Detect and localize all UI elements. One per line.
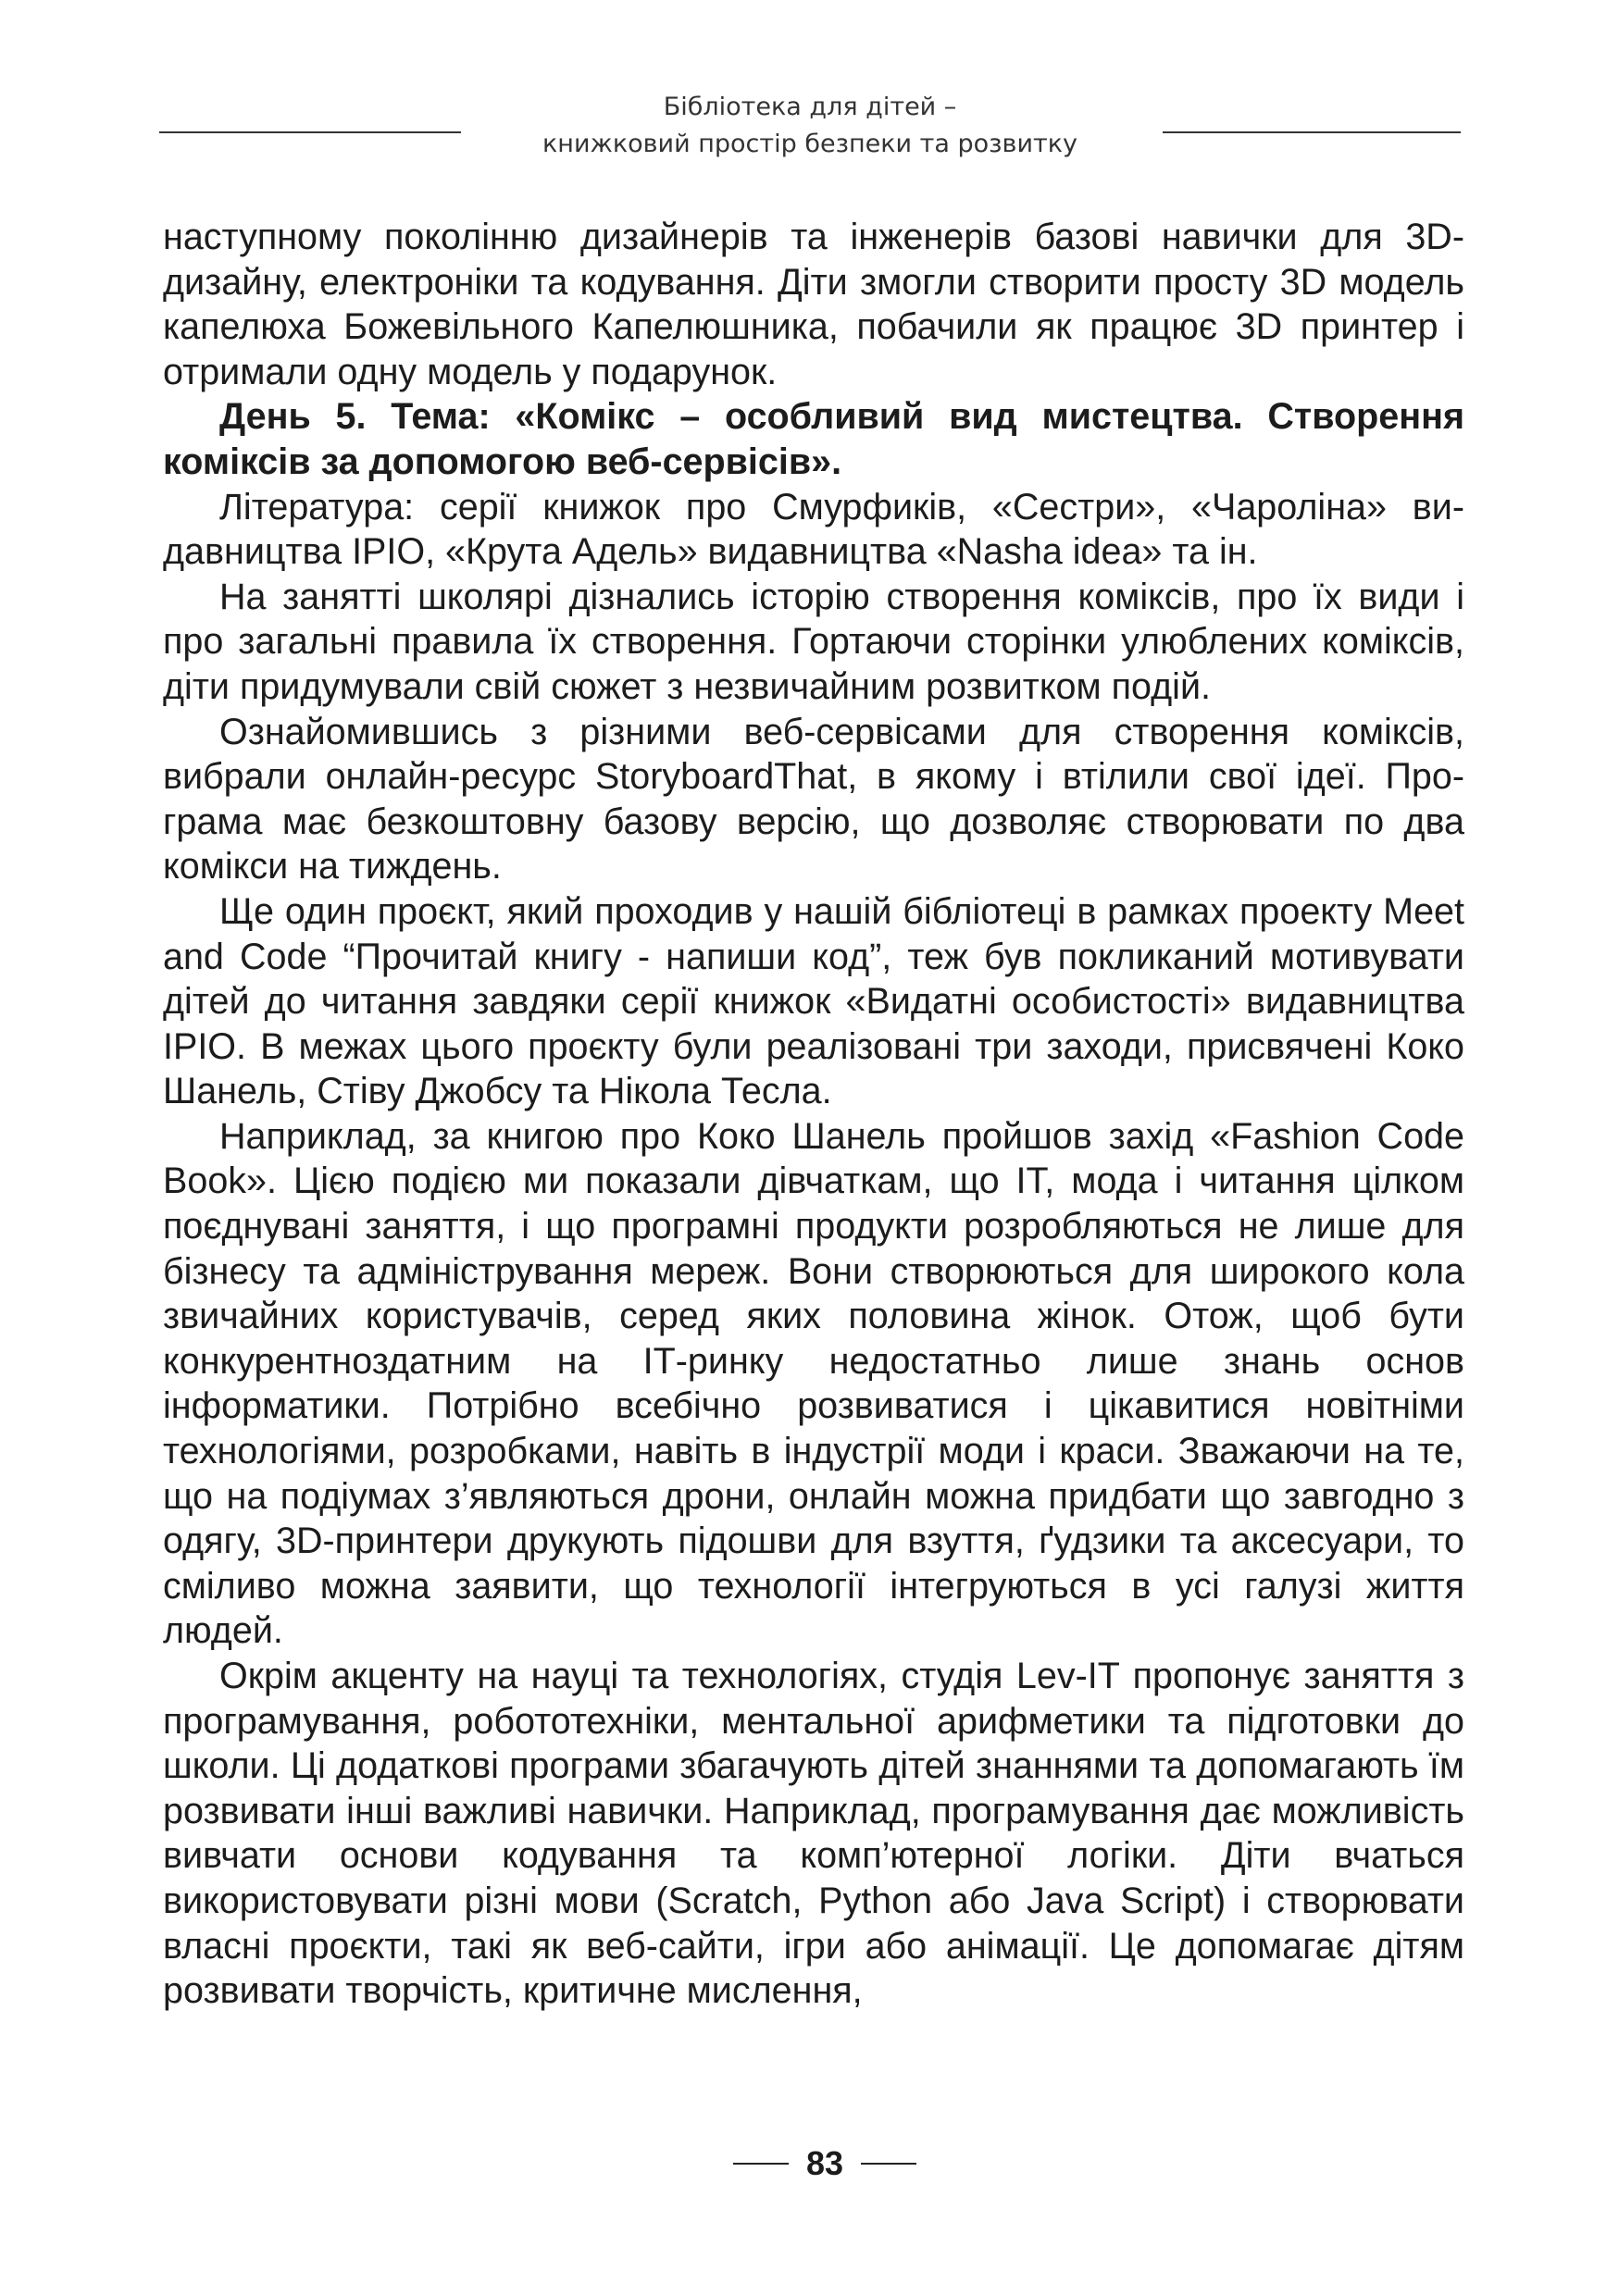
paragraph-literature: Література: серії книжок про Смурфиків, «Сестри», «Чароліна» видавництва ІРІО, «Крута Адель» видавництва «Nasha idea» та ін. [163,486,1464,573]
paragraph-lesson: На занятті школярі дізнались історію створення коміксів, про їх види і про загальні правила їх створення. Гортаючи сторінки улюблених коміксів, діти придумували свій сюжет з незвичайним розвитком подій. [163,576,1464,707]
header-title [481,89,1139,163]
page-body [163,215,1464,2014]
footer-rule-right [861,2163,916,2165]
paragraph-fashion-code-book: Наприклад, за книгою про Коко Шанель пройшов захід «Fashion Code Book». Цією подією ми показали дівчаткам, що ІТ, мода і читання цілком поєднувані заняття, і що програмні продукти розробляються не лише для бізнесу та адміністрування мереж. Вони створюються для широкого кола звичайних користувачів, серед яких половина жінок. Отож, щоб бути конкурентноздатним на ІТ-ринку недостатньо лише знань основ інформатики. Потрібно всебічно розвиватися і цікавитися новітніми технологіями, розробками, навіть в індустрії моди і краси. Зважаючи на те, що на подіумах з’являються дрони, онлайн можна придбати що завгодно з одягу, 3D-принтери друкують підошви для взуття, ґудзики та аксесуари, то сміливо можна заявити, що технології інтегруються в усі галузі життя людей. [163,1115,1464,1652]
paragraph-meet-and-code: Ще один проєкт, який проходив у нашій бібліотеці в рамках проекту Meet and Code “Прочитай книгу - напиши код”, теж був покликаний мотивувати дітей до читання завдяки серії книжок «Видатні особистості» видавництва ІРІО. В межах цього проєкту були реалізовані три заходи, присвячені Коко Шанель, Стіву Джобсу та Нікола Тесла. [163,890,1464,1112]
running-header [0,89,1619,172]
header-rule-right [1163,131,1461,133]
header-rule-left [159,131,461,133]
paragraph-continuation: наступному поколінню дизайнерів та інженерів базові навички для 3D-дизайну, електроніки та кодування. Діти змогли створити просту 3D модель капелюха Божевільного Капелюшника, побачили як працює 3D принтер і отримали одну модель у подарунок. [163,217,1464,392]
header-title-line-2: книжковий простір безпеки та розвитку [542,130,1078,158]
paragraph-lev-it: Окрім акценту на науці та технологіях, студія Lev-IT пропонує заняття з програмування, робототехніки, ментальної арифметики та підготовки до школи. Ці додаткові програми збагачують дітей знаннями та допомагають їм розвивати інші важливі навички. Наприклад, програмування дає можливість вивчати основи кодування та комп’ютерної логіки. Діти вчаться використовувати різні мови (Scratch, Python або Java Script) і створювати власні проєкти, такі як веб-сайти, ігри або анімації. Це допомагає дітям розвивати творчість, критичне мислення, [163,1656,1464,2012]
header-title-line-1: Бібліотека для дітей – [663,93,957,121]
paragraph-storyboardthat: Ознайомившись з різними веб-сервісами для створення коміксів, вибрали онлайн-ресурс StoryboardThat, в якому і втілили свої ідеї. Програма має безкоштовну базову версію, що дозволяє створювати по два комікси на тиждень. [163,711,1464,887]
section-heading-day-5: День 5. Тема: «Комікс – особливий вид мистецтва. Створення коміксів за допомогою веб-сервісів». [163,396,1464,482]
footer-rule-left [733,2163,789,2165]
page-number: 83 [805,2144,844,2182]
page-footer [0,2142,1619,2189]
